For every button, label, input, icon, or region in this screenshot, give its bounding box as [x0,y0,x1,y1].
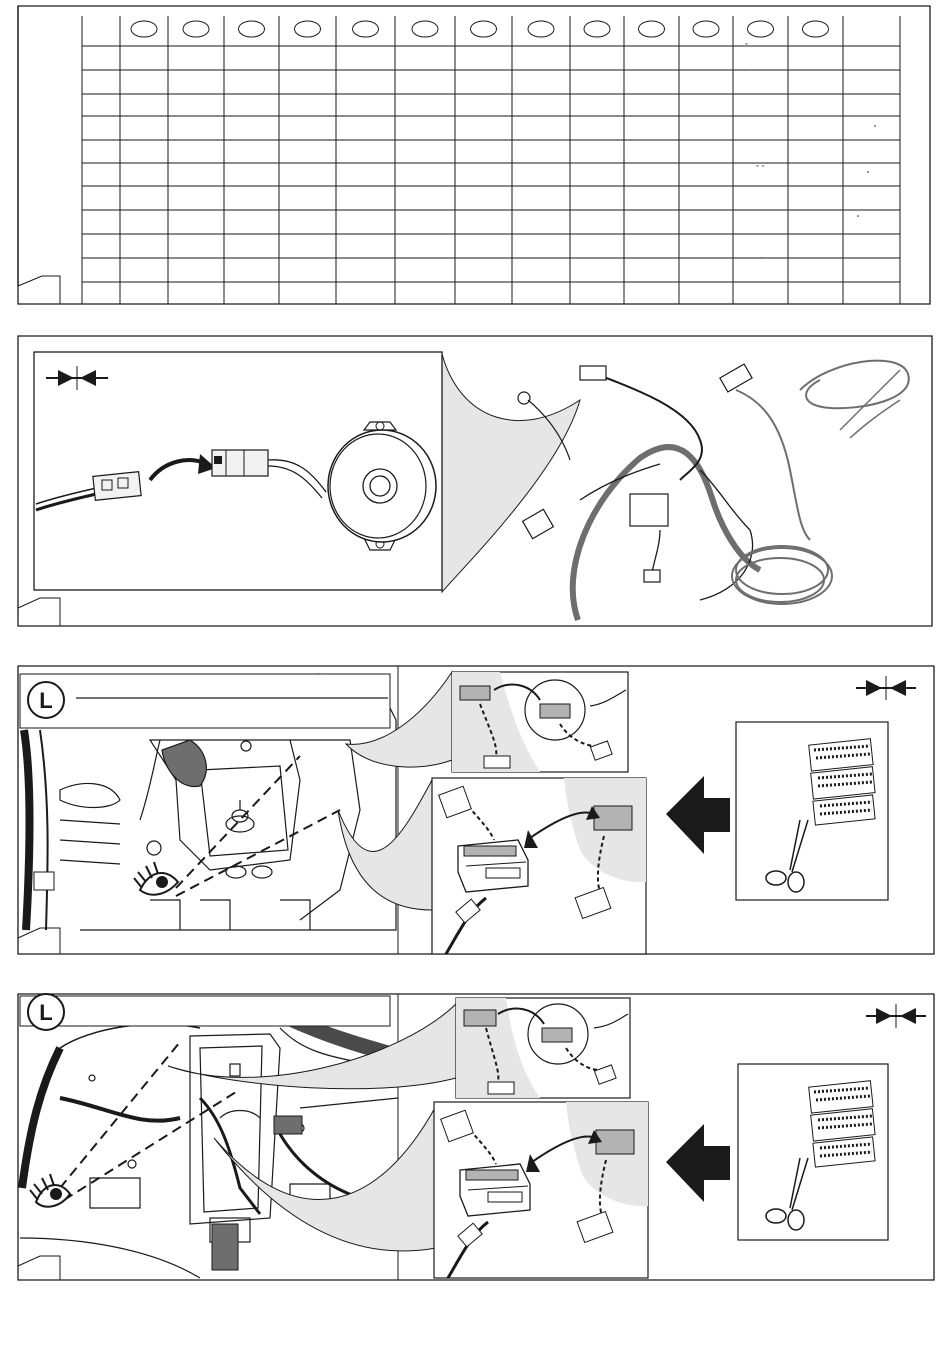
socket-connector-icon [212,450,268,476]
plug-connector-icon [93,472,141,501]
header-oval [693,21,719,37]
install-step-panel-2 [0,988,950,1288]
arrow-left-icon [666,776,730,854]
compatibility-table [0,0,950,320]
header-oval [239,21,265,37]
callout-bubble [214,1106,436,1251]
table-mark: ˇ [745,42,748,52]
l-badge-label: L [39,688,53,713]
header-oval [353,21,379,37]
compatibility-table-panel [0,0,950,320]
wiring-harness-illustration [518,361,909,620]
callout-bubble [338,780,432,910]
install-step-panel-1 [0,660,950,960]
table-dot [874,125,876,127]
header-oval [803,21,829,37]
table-mark: ˇ ˇ [756,164,765,174]
speaker-mounted-icon [162,740,206,787]
eye-icon [30,1174,70,1207]
speaker-harness-panel [0,330,950,630]
header-oval [584,21,610,37]
header-oval [183,21,209,37]
header-oval [528,21,554,37]
table-mark: ˇ [761,256,764,266]
callout-bubble [442,354,580,592]
header-oval [295,21,321,37]
header-oval [471,21,497,37]
label-sheet [809,739,875,825]
connect-arrows-icon [856,676,916,700]
eye-icon [134,862,178,895]
header-oval [748,21,774,37]
label-sheet [809,1081,875,1167]
table-mark: ˇ [742,68,745,78]
arrow-left-icon [666,1124,730,1202]
connect-arrows-icon [866,1004,926,1028]
header-oval [131,21,157,37]
table-dot [857,215,859,217]
header-oval [412,21,438,37]
l-badge-label: L [39,1000,53,1025]
control-module-icon [460,1164,530,1216]
control-module-icon [458,840,528,892]
header-oval [639,21,665,37]
table-dot [867,171,869,173]
connector-mounted-icon [274,1116,302,1134]
